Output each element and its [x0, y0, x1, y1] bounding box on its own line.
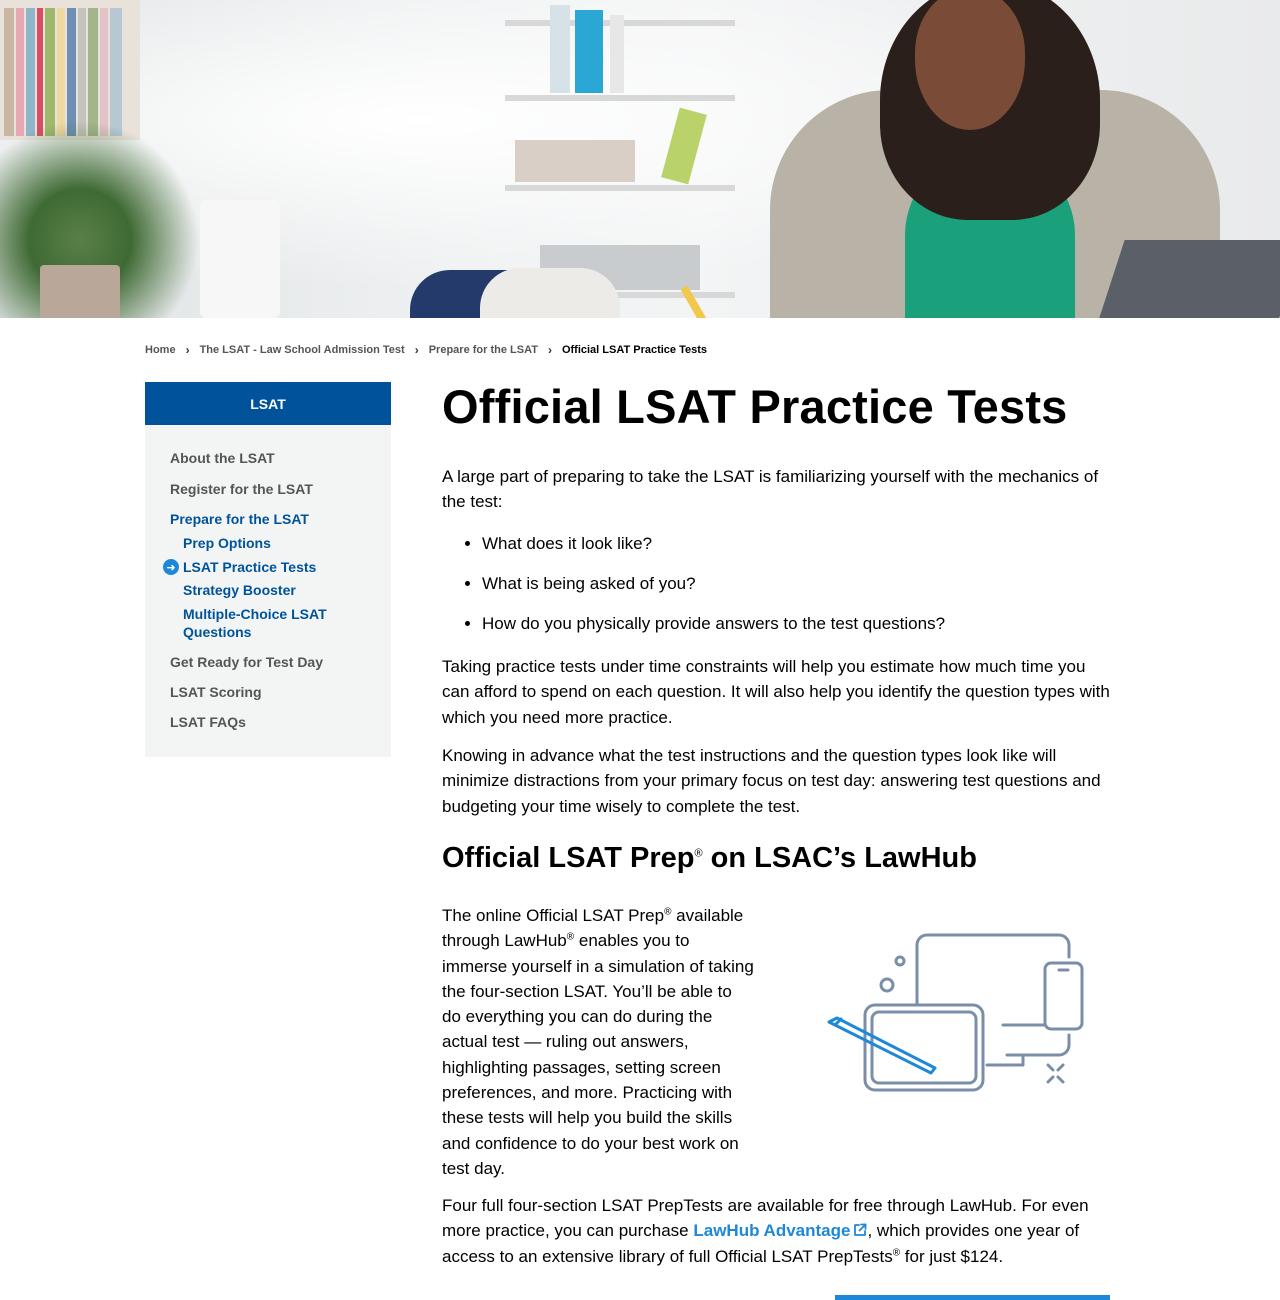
- paragraph: Knowing in advance what the test instructions and the question types look like will minimize distractions from your primary focus on test day: answering test questions and budgeting your time wisely to complete the test.: [442, 746, 1101, 816]
- link-text[interactable]: LawHub Advantage: [693, 1221, 851, 1241]
- breadcrumb-separator: ›: [547, 343, 552, 357]
- bookshelf: [0, 0, 140, 140]
- list-item: • How do you physically provide answers to the test questions?: [482, 610, 945, 650]
- breadcrumb-separator: ›: [414, 343, 419, 357]
- breadcrumb: [145, 343, 707, 357]
- sidebar-item-prepare[interactable]: Prepare for the LSAT: [170, 511, 309, 527]
- registered-mark: ®: [566, 931, 575, 943]
- devices-illustration: [827, 925, 1092, 1095]
- lawhub-paragraph: [442, 903, 754, 1181]
- heading-text: Official LSAT Prep: [442, 842, 695, 874]
- bullet-list: [442, 530, 945, 650]
- text-segment: The online Official LSAT Prep: [442, 906, 665, 925]
- laptop: [1095, 240, 1280, 318]
- sidebar-item-about[interactable]: About the LSAT: [170, 450, 275, 466]
- text-segment: available through LawHub: [442, 906, 744, 951]
- text-segment: enables you to immerse yourself in a simulation of taking the four-section LSAT. You’ll be able to do everything you can do during the actual test — ruling out answers, highlighting passages, setting screen preferences, and more. Practicing with these tests will help you build the skills and confidence to do your best work on test day.: [442, 931, 754, 1178]
- sidebar-header[interactable]: LSAT: [145, 382, 391, 425]
- sidebar-subitem-multiple-choice[interactable]: Multiple-Choice LSAT Questions: [183, 606, 327, 640]
- paragraph: Taking practice tests under time constraints will help you estimate how much time you can afford to spend on each question. It will also help you identify the question types with which you need more practice.: [442, 657, 1110, 727]
- registered-mark: ®: [664, 906, 672, 918]
- sidebar-subitem-practice-tests[interactable]: LSAT Practice Tests: [183, 559, 317, 575]
- breadcrumb-separator: ›: [185, 343, 190, 357]
- breadcrumb-prepare[interactable]: Prepare for the LSAT: [428, 344, 538, 356]
- external-link-icon[interactable]: [853, 1223, 867, 1237]
- sidebar-subitem-strategy-booster[interactable]: Strategy Booster: [183, 582, 296, 598]
- text-segment: for just $124.: [900, 1246, 1004, 1266]
- paragraph: [442, 1193, 1112, 1269]
- sidebar-item-test-day[interactable]: Get Ready for Test Day: [170, 654, 324, 670]
- list-item: • What does it look like?: [482, 530, 945, 570]
- sidebar: [145, 382, 391, 757]
- section-heading: [442, 842, 977, 875]
- sidebar-item-register[interactable]: Register for the LSAT: [170, 481, 313, 497]
- arrow-right-circle-icon: ➜: [163, 559, 179, 575]
- heading-text: on LSAC’s LawHub: [702, 842, 977, 874]
- intro-paragraph: A large part of preparing to take the LSAT is familiarizing yourself with the mechanics of the test:: [442, 467, 1099, 512]
- registered-mark: ®: [694, 847, 703, 860]
- hero-image: [0, 0, 1280, 318]
- sidebar-item-faqs[interactable]: LSAT FAQs: [170, 714, 246, 730]
- breadcrumb-current: Official LSAT Practice Tests: [561, 344, 708, 356]
- page-title: Official LSAT Practice Tests: [442, 380, 1068, 433]
- breadcrumb-lsat[interactable]: The LSAT - Law School Admission Test: [199, 344, 405, 356]
- bottom-accent-bar: [835, 1295, 1110, 1300]
- lawhub-advantage-link[interactable]: [693, 1221, 867, 1240]
- text-segment: Four full four-section LSAT PrepTests are available for free through LawHub. For even more practice, you can purchase: [442, 1196, 1089, 1241]
- sidebar-subitem-prep-options[interactable]: Prep Options: [183, 535, 271, 551]
- registered-mark: ®: [892, 1246, 901, 1258]
- sidebar-item-scoring[interactable]: LSAT Scoring: [170, 684, 262, 700]
- breadcrumb-home[interactable]: Home: [145, 344, 176, 356]
- list-item: • What is being asked of you?: [482, 570, 945, 610]
- text-segment: , which provides one year of access to an extensive library of full Official LSAT PrepTests: [442, 1221, 1080, 1266]
